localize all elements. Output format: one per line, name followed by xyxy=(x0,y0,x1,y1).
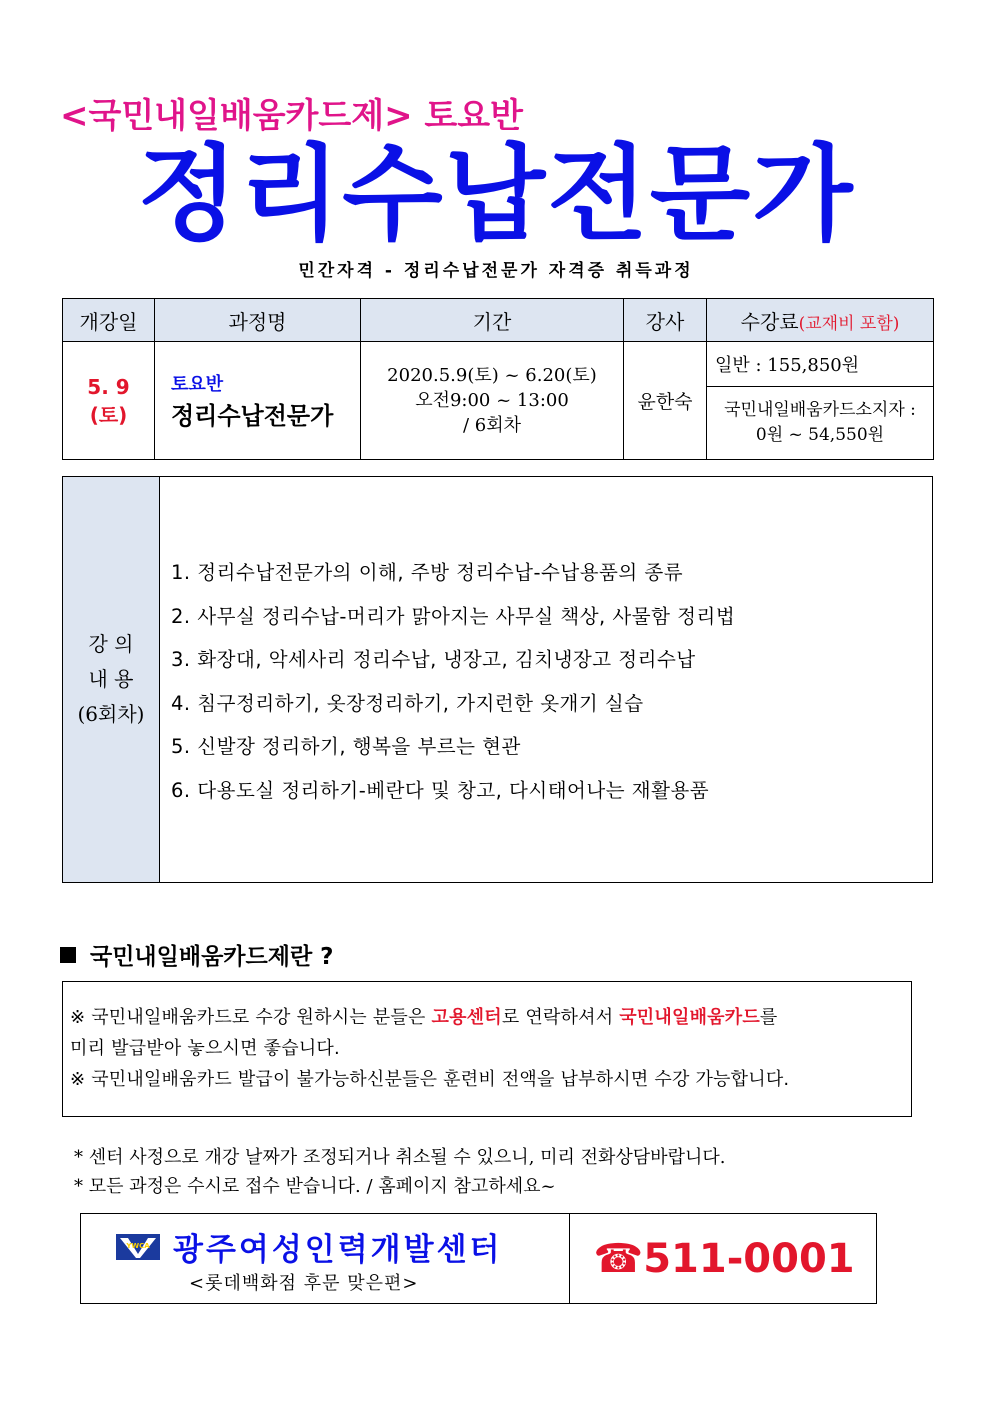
card-name-text: 국민내일배움카드 xyxy=(619,1007,760,1028)
date-line2: (토) xyxy=(89,402,128,427)
ywca-logo-icon xyxy=(116,1234,160,1260)
list-item: 6. 다용도실 정리하기-베란다 및 창고, 다시태어나는 재활용품 xyxy=(171,778,710,802)
card-line1-text-b: 로 연락하셔서 xyxy=(501,1007,620,1028)
list-item: 4. 침구정리하기, 옷장정리하기, 가지런한 옷개기 실습 xyxy=(171,691,644,715)
note-line: * 모든 과정은 수시로 접수 받습니다. / 홈페이지 참고하세요~ xyxy=(74,1176,556,1197)
header-fee xyxy=(707,299,934,342)
list-item: 1. 정리수납전문가의 이해, 주방 정리수납-수납용품의 종류 xyxy=(171,561,684,584)
org-name: 광주여성인력개발센터 xyxy=(173,1232,503,1268)
list-item: 5. 신발장 정리하기, 행복을 부르는 현관 xyxy=(171,735,521,758)
header-fee-note: (교재비 포함) xyxy=(798,313,900,334)
period-line3: / 6회차 xyxy=(462,415,521,437)
fee-card-line1: 국민내일배움카드소지자 : xyxy=(724,400,916,421)
lecture-side-line3: (6회차) xyxy=(77,702,145,726)
list-item: 2. 사무실 정리수납-머리가 맑아지는 사무실 책상, 사물함 정리법 xyxy=(171,604,736,628)
employment-center-text: 고용센터 xyxy=(431,1007,502,1028)
phone-number: ☎511-0001 xyxy=(593,1235,855,1282)
lecture-content-box xyxy=(62,476,933,883)
lecture-side-label xyxy=(63,477,160,882)
course-info-table xyxy=(62,298,934,460)
date-line1: 5. 9 xyxy=(87,374,130,399)
course-small-label: 토요반 xyxy=(171,374,224,395)
org-address: <롯데백화점 후문 맞은편> xyxy=(189,1273,419,1294)
fee-card-line2: 0원 ~ 54,550원 xyxy=(755,425,885,445)
course-name: 정리수납전문가 xyxy=(171,402,334,430)
table-row xyxy=(63,342,934,387)
card-section-heading-text: 국민내일배움카드제란 ? xyxy=(90,944,334,970)
lecture-side-line2: 내 용 xyxy=(88,667,134,691)
teacher-cell: 윤한숙 xyxy=(624,342,707,460)
card-section-heading xyxy=(60,938,334,971)
header-course: 과정명 xyxy=(155,299,361,342)
header-period: 기간 xyxy=(361,299,624,342)
square-bullet-icon xyxy=(60,947,76,963)
subtitle: 민간자격 - 정리수납전문가 자격증 취득과정 xyxy=(298,261,694,281)
course-cell xyxy=(155,342,361,460)
top-title: <국민내일배움카드제> 토요반 xyxy=(60,96,523,136)
header-date: 개강일 xyxy=(63,299,155,342)
header-fee-label: 수강료 xyxy=(740,309,799,334)
table-header-row xyxy=(63,299,934,342)
card-info-line3: ※ 국민내일배움카드 발급이 불가능하신분들은 훈련비 전액을 납부하시면 수강 가능합니다. xyxy=(70,1069,790,1090)
notes xyxy=(74,1143,725,1201)
card-info-box xyxy=(62,981,912,1117)
footer-org xyxy=(81,1214,570,1303)
fee-card xyxy=(707,387,934,460)
header-teacher: 강사 xyxy=(624,299,707,342)
date-cell xyxy=(63,342,155,460)
fee-general: 일반 : 155,850원 xyxy=(707,342,934,387)
lecture-list xyxy=(171,557,735,818)
note-line: * 센터 사정으로 개강 날짜가 조정되거나 취소될 수 있으니, 미리 전화상담바랍니다. xyxy=(74,1147,726,1168)
list-item: 3. 화장대, 악세사리 정리수납, 냉장고, 김치냉장고 정리수납 xyxy=(171,648,696,671)
footer-box xyxy=(80,1213,877,1304)
lecture-side-line1: 강 의 xyxy=(88,632,134,656)
card-line1-text-c: 를 xyxy=(759,1007,778,1028)
card-info-line1 xyxy=(70,1002,901,1033)
main-title: 정리수납전문가 xyxy=(137,133,855,255)
period-line2: 오전9:00 ~ 13:00 xyxy=(415,389,569,411)
card-info-line2: 미리 발급받아 놓으시면 좋습니다. xyxy=(70,1038,340,1059)
period-line1: 2020.5.9(토) ~ 6.20(토) xyxy=(387,364,597,386)
period-cell xyxy=(361,342,624,460)
card-line1-text-a: ※ 국민내일배움카드로 수강 원하시는 분들은 xyxy=(70,1007,432,1028)
logo-text: YWCA xyxy=(126,1242,150,1250)
